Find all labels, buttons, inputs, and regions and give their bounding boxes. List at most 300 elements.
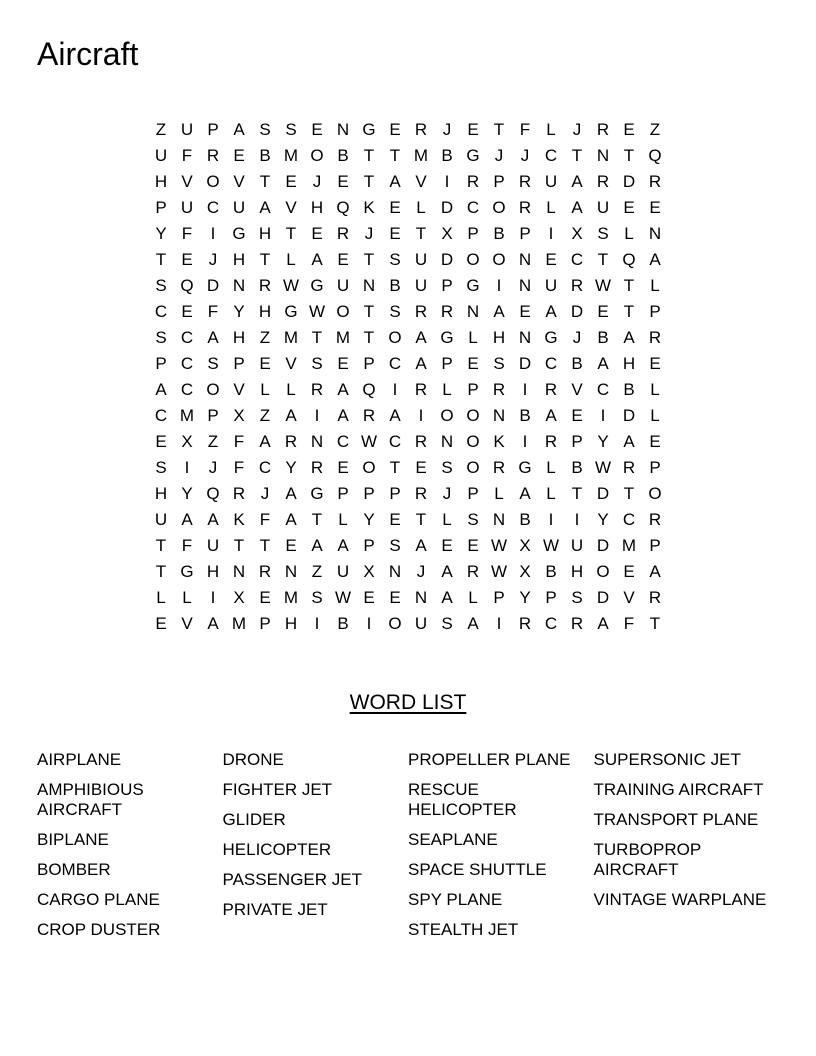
- grid-letter: D: [440, 198, 454, 217]
- grid-letter: M: [283, 328, 299, 347]
- grid-letter: I: [548, 224, 554, 243]
- grid-letter: R: [232, 484, 246, 503]
- grid-letter: P: [649, 302, 661, 321]
- grid-letter: N: [310, 432, 324, 451]
- grid-letter: B: [519, 406, 531, 425]
- grid-letter: I: [496, 276, 502, 295]
- grid-letter: G: [518, 458, 532, 477]
- grid-letter: N: [284, 562, 298, 581]
- grid-letter: D: [596, 536, 610, 555]
- grid-letter: P: [571, 432, 583, 451]
- grid-letter: E: [623, 198, 635, 217]
- grid-letter: V: [181, 614, 193, 633]
- grid-letter: H: [154, 484, 168, 503]
- grid-letter: N: [414, 588, 428, 607]
- grid-letter: O: [492, 250, 506, 269]
- grid-letter: G: [466, 146, 480, 165]
- grid-letter: E: [597, 302, 609, 321]
- grid-letter: B: [571, 458, 583, 477]
- grid-letter: E: [337, 354, 349, 373]
- word-list-item: CROP DUSTER: [37, 920, 161, 939]
- grid-letter: D: [596, 484, 610, 503]
- grid-letter: E: [311, 224, 323, 243]
- grid-letter: R: [648, 510, 662, 529]
- word-list-item: DRONE: [222, 750, 284, 769]
- grid-letter: F: [207, 302, 219, 321]
- grid-letter: Q: [648, 146, 662, 165]
- grid-letter: N: [492, 510, 506, 529]
- grid-letter: P: [441, 354, 453, 373]
- grid-letter: X: [571, 224, 583, 243]
- grid-row: [148, 221, 668, 247]
- grid-letter: P: [467, 380, 479, 399]
- grid-letter: U: [336, 562, 350, 581]
- grid-letter: C: [596, 380, 610, 399]
- grid-letter: E: [649, 432, 661, 451]
- grid-letter: E: [311, 120, 323, 139]
- grid-letter: R: [492, 458, 506, 477]
- grid-letter: T: [155, 536, 167, 555]
- grid-letter: R: [518, 614, 532, 633]
- grid-letter: J: [520, 146, 530, 165]
- grid-letter: E: [519, 302, 531, 321]
- grid-letter: Z: [259, 328, 271, 347]
- grid-letter: P: [649, 536, 661, 555]
- grid-letter: R: [544, 380, 558, 399]
- word-list-item: TRANSPORT PLANE: [593, 810, 759, 829]
- grid-letter: U: [180, 198, 194, 217]
- grid-letter: E: [181, 250, 193, 269]
- grid-letter: E: [259, 588, 271, 607]
- grid-letter: B: [545, 562, 557, 581]
- grid-letter: O: [336, 302, 350, 321]
- grid-letter: A: [285, 510, 297, 529]
- word-list-item: SPY PLANE: [408, 890, 503, 909]
- grid-letter: T: [155, 562, 167, 581]
- grid-letter: L: [286, 380, 296, 399]
- grid-letter: I: [444, 172, 450, 191]
- grid-row: [148, 611, 668, 637]
- grid-letter: D: [596, 588, 610, 607]
- grid-letter: R: [414, 120, 428, 139]
- word-list-item: TRAINING AIRCRAFT: [593, 780, 764, 799]
- grid-letter: A: [519, 484, 531, 503]
- grid-letter: H: [622, 354, 636, 373]
- grid-letter: P: [155, 354, 167, 373]
- grid-letter: O: [492, 198, 506, 217]
- grid-letter: C: [388, 432, 402, 451]
- grid-letter: I: [522, 380, 528, 399]
- grid-letter: W: [334, 588, 352, 607]
- grid-letter: T: [415, 224, 427, 243]
- grid-letter: A: [441, 588, 453, 607]
- grid-letter: R: [518, 172, 532, 191]
- word-list-item: FIGHTER JET: [222, 780, 333, 799]
- grid-letter: H: [154, 172, 168, 191]
- grid-letter: I: [210, 588, 216, 607]
- grid-letter: G: [466, 276, 480, 295]
- grid-letter: I: [392, 380, 398, 399]
- grid-letter: E: [285, 172, 297, 191]
- grid-letter: A: [597, 354, 609, 373]
- grid-letter: A: [233, 120, 245, 139]
- grid-letter: O: [466, 432, 480, 451]
- grid-letter: L: [650, 406, 660, 425]
- grid-letter: A: [493, 302, 505, 321]
- grid-letter: S: [389, 250, 401, 269]
- grid-letter: T: [155, 250, 167, 269]
- grid-letter: P: [389, 484, 401, 503]
- grid-letter: E: [571, 406, 583, 425]
- grid-letter: R: [258, 276, 272, 295]
- grid-letter: J: [208, 250, 218, 269]
- grid-letter: N: [466, 302, 480, 321]
- grid-letter: K: [363, 198, 375, 217]
- word-list-item: GLIDER: [222, 810, 286, 829]
- grid-letter: L: [546, 484, 556, 503]
- grid-letter: R: [648, 328, 662, 347]
- grid-letter: P: [337, 484, 349, 503]
- grid-letter: G: [284, 302, 298, 321]
- grid-letter: E: [155, 614, 167, 633]
- grid-letter: P: [363, 536, 375, 555]
- grid-letter: J: [208, 458, 218, 477]
- grid-letter: P: [233, 354, 245, 373]
- grid-letter: B: [519, 510, 531, 529]
- grid-letter: N: [492, 406, 506, 425]
- grid-letter: C: [544, 354, 558, 373]
- grid-letter: I: [496, 614, 502, 633]
- grid-letter: P: [467, 224, 479, 243]
- grid-letter: M: [335, 328, 351, 347]
- grid-letter: N: [596, 146, 610, 165]
- grid-letter: H: [258, 302, 272, 321]
- word-list-column: [223, 750, 409, 950]
- grid-letter: E: [363, 588, 375, 607]
- grid-letter: C: [180, 354, 194, 373]
- grid-letter: C: [206, 198, 220, 217]
- grid-letter: T: [363, 328, 375, 347]
- grid-letter: A: [207, 328, 219, 347]
- grid-letter: O: [466, 250, 480, 269]
- grid-letter: Y: [597, 432, 609, 451]
- grid-letter: F: [519, 120, 531, 139]
- grid-letter: E: [623, 120, 635, 139]
- grid-letter: R: [596, 172, 610, 191]
- grid-letter: G: [362, 120, 376, 139]
- grid-letter: D: [440, 250, 454, 269]
- grid-letter: Q: [180, 276, 194, 295]
- grid-letter: R: [518, 198, 532, 217]
- grid-letter: A: [207, 510, 219, 529]
- grid-letter: Y: [363, 510, 375, 529]
- word-list-item: SEAPLANE: [408, 830, 498, 849]
- grid-letter: P: [363, 484, 375, 503]
- grid-letter: T: [571, 146, 583, 165]
- grid-letter: P: [493, 172, 505, 191]
- grid-row: [148, 117, 668, 143]
- grid-letter: J: [260, 484, 270, 503]
- grid-letter: U: [414, 614, 428, 633]
- grid-letter: T: [259, 172, 271, 191]
- grid-letter: E: [415, 458, 427, 477]
- grid-letter: R: [596, 120, 610, 139]
- word-list-column: [37, 750, 223, 950]
- grid-letter: I: [522, 432, 528, 451]
- grid-letter: A: [311, 536, 323, 555]
- grid-letter: T: [597, 250, 609, 269]
- grid-letter: P: [441, 276, 453, 295]
- grid-letter: W: [490, 562, 508, 581]
- grid-letter: U: [544, 276, 558, 295]
- grid-row: [148, 325, 668, 351]
- grid-letter: P: [207, 120, 219, 139]
- grid-letter: P: [207, 406, 219, 425]
- grid-letter: M: [231, 614, 247, 633]
- grid-letter: S: [441, 458, 453, 477]
- grid-letter: H: [570, 562, 584, 581]
- grid-letter: P: [545, 588, 557, 607]
- grid-letter: P: [155, 198, 167, 217]
- grid-letter: B: [389, 276, 401, 295]
- grid-letter: B: [337, 614, 349, 633]
- grid-letter: A: [259, 432, 271, 451]
- grid-letter: V: [571, 380, 583, 399]
- word-list-item: BOMBER: [37, 860, 111, 879]
- grid-row: [148, 247, 668, 273]
- grid-letter: R: [570, 276, 584, 295]
- grid-letter: H: [232, 250, 246, 269]
- grid-letter: S: [467, 510, 479, 529]
- grid-letter: L: [156, 588, 166, 607]
- word-list-item: HELICOPTER: [222, 840, 332, 859]
- grid-letter: E: [649, 198, 661, 217]
- grid-letter: D: [206, 276, 220, 295]
- grid-letter: N: [518, 328, 532, 347]
- grid-letter: A: [467, 614, 479, 633]
- word-list-item: RESCUE HELICOPTER: [408, 780, 517, 819]
- grid-letter: R: [414, 302, 428, 321]
- grid-row: [148, 481, 668, 507]
- grid-letter: E: [337, 172, 349, 191]
- grid-letter: U: [154, 510, 168, 529]
- grid-letter: A: [545, 406, 557, 425]
- grid-letter: Y: [181, 484, 193, 503]
- grid-letter: O: [388, 328, 402, 347]
- grid-letter: Q: [622, 250, 636, 269]
- word-list: [37, 750, 797, 950]
- grid-letter: E: [545, 250, 557, 269]
- grid-row: [148, 273, 668, 299]
- grid-letter: N: [336, 120, 350, 139]
- word-list-heading-wrapper: [0, 689, 816, 717]
- grid-letter: A: [649, 562, 661, 581]
- grid-letter: N: [232, 562, 246, 581]
- grid-letter: C: [154, 406, 168, 425]
- grid-letter: T: [363, 302, 375, 321]
- grid-letter: R: [336, 224, 350, 243]
- grid-letter: O: [310, 146, 324, 165]
- word-list-item: TURBOPROP AIRCRAFT: [593, 840, 701, 879]
- grid-row: [148, 143, 668, 169]
- grid-letter: I: [314, 614, 320, 633]
- grid-letter: R: [440, 302, 454, 321]
- grid-letter: Y: [519, 588, 531, 607]
- grid-letter: G: [544, 328, 558, 347]
- grid-letter: R: [570, 614, 584, 633]
- grid-letter: L: [468, 328, 478, 347]
- grid-letter: U: [206, 536, 220, 555]
- grid-letter: J: [416, 562, 426, 581]
- grid-letter: E: [389, 198, 401, 217]
- grid-letter: B: [597, 328, 609, 347]
- grid-letter: X: [363, 562, 375, 581]
- grid-letter: Q: [336, 198, 350, 217]
- word-list-item: SPACE SHUTTLE: [408, 860, 547, 879]
- grid-letter: Q: [206, 484, 220, 503]
- grid-letter: R: [284, 432, 298, 451]
- grid-letter: C: [154, 302, 168, 321]
- grid-letter: O: [206, 172, 220, 191]
- grid-letter: S: [311, 354, 323, 373]
- grid-row: [148, 351, 668, 377]
- grid-letter: S: [155, 328, 167, 347]
- grid-letter: N: [440, 432, 454, 451]
- grid-letter: J: [572, 328, 582, 347]
- grid-letter: U: [544, 172, 558, 191]
- grid-letter: U: [232, 198, 246, 217]
- grid-letter: Y: [233, 302, 245, 321]
- grid-letter: T: [311, 328, 323, 347]
- grid-letter: J: [312, 172, 322, 191]
- grid-letter: A: [649, 250, 661, 269]
- grid-letter: V: [233, 380, 245, 399]
- word-list-heading: WORD LIST: [349, 691, 467, 714]
- word-list-column: [408, 750, 594, 950]
- grid-letter: L: [260, 380, 270, 399]
- word-list-item: BIPLANE: [37, 830, 109, 849]
- grid-letter: N: [518, 250, 532, 269]
- word-list-item: PRIVATE JET: [222, 900, 328, 919]
- grid-letter: N: [388, 562, 402, 581]
- grid-letter: B: [493, 224, 505, 243]
- grid-letter: A: [337, 406, 349, 425]
- grid-letter: A: [311, 250, 323, 269]
- grid-letter: W: [594, 458, 612, 477]
- grid-letter: O: [648, 484, 662, 503]
- grid-letter: G: [180, 562, 194, 581]
- grid-letter: M: [283, 146, 299, 165]
- grid-letter: A: [597, 614, 609, 633]
- grid-letter: E: [389, 588, 401, 607]
- grid-letter: A: [337, 536, 349, 555]
- grid-letter: W: [360, 432, 378, 451]
- grid-letter: V: [285, 198, 297, 217]
- grid-letter: R: [414, 432, 428, 451]
- grid-letter: L: [182, 588, 192, 607]
- grid-letter: U: [414, 250, 428, 269]
- grid-letter: R: [310, 380, 324, 399]
- grid-letter: P: [363, 354, 375, 373]
- grid-row: [148, 403, 668, 429]
- word-search-grid: [148, 117, 668, 637]
- grid-letter: E: [441, 536, 453, 555]
- grid-letter: F: [233, 458, 245, 477]
- grid-letter: L: [546, 458, 556, 477]
- grid-letter: X: [233, 588, 245, 607]
- grid-letter: O: [362, 458, 376, 477]
- grid-letter: R: [648, 172, 662, 191]
- grid-letter: Q: [362, 380, 376, 399]
- grid-letter: F: [233, 432, 245, 451]
- grid-letter: A: [337, 380, 349, 399]
- grid-letter: T: [259, 250, 271, 269]
- grid-row: [148, 559, 668, 585]
- grid-letter: E: [623, 562, 635, 581]
- grid-letter: U: [570, 536, 584, 555]
- grid-letter: W: [542, 536, 560, 555]
- grid-letter: A: [207, 614, 219, 633]
- grid-letter: E: [285, 536, 297, 555]
- grid-letter: L: [338, 510, 348, 529]
- grid-letter: F: [181, 146, 193, 165]
- grid-letter: J: [572, 120, 582, 139]
- grid-letter: C: [336, 432, 350, 451]
- grid-letter: R: [414, 484, 428, 503]
- grid-letter: P: [519, 224, 531, 243]
- grid-letter: T: [363, 172, 375, 191]
- grid-letter: O: [440, 406, 454, 425]
- grid-letter: A: [285, 484, 297, 503]
- grid-letter: R: [466, 562, 480, 581]
- grid-letter: E: [181, 302, 193, 321]
- grid-letter: R: [492, 380, 506, 399]
- grid-letter: S: [155, 458, 167, 477]
- grid-letter: E: [467, 120, 479, 139]
- grid-letter: L: [442, 510, 452, 529]
- grid-letter: C: [544, 614, 558, 633]
- grid-letter: N: [232, 276, 246, 295]
- grid-letter: L: [546, 198, 556, 217]
- grid-letter: Z: [649, 120, 661, 139]
- word-list-item: AMPHIBIOUS AIRCRAFT: [37, 780, 144, 819]
- grid-letter: S: [285, 120, 297, 139]
- page-title: Aircraft: [37, 36, 139, 72]
- grid-letter: L: [546, 120, 556, 139]
- grid-letter: W: [308, 302, 326, 321]
- grid-letter: A: [571, 172, 583, 191]
- grid-letter: G: [310, 276, 324, 295]
- grid-letter: A: [155, 380, 167, 399]
- grid-letter: J: [442, 484, 452, 503]
- grid-letter: E: [389, 224, 401, 243]
- grid-letter: R: [414, 380, 428, 399]
- grid-letter: Y: [597, 510, 609, 529]
- grid-letter: R: [466, 172, 480, 191]
- grid-letter: A: [623, 432, 635, 451]
- grid-row: [148, 377, 668, 403]
- grid-letter: O: [388, 614, 402, 633]
- grid-letter: I: [314, 406, 320, 425]
- grid-letter: L: [494, 484, 504, 503]
- grid-row: [148, 195, 668, 221]
- grid-letter: H: [258, 224, 272, 243]
- grid-letter: A: [415, 354, 427, 373]
- grid-letter: T: [493, 120, 505, 139]
- word-list-item: VINTAGE WARPLANE: [593, 890, 767, 909]
- grid-letter: V: [415, 172, 427, 191]
- grid-letter: L: [286, 250, 296, 269]
